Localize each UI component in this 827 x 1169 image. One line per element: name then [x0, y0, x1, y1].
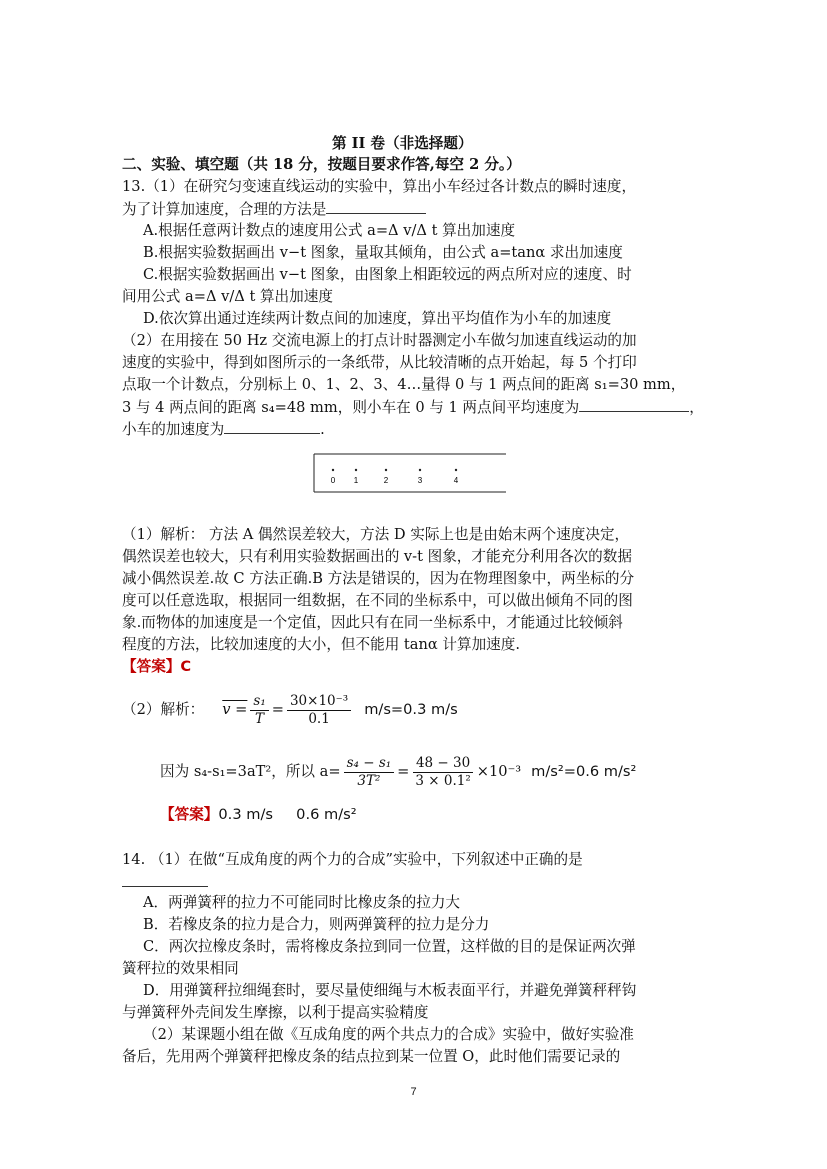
q13-part2-line4-text: 3 与 4 两点间的距离 s₄=48 mm，则小车在 0 与 1 两点间平均速度为 [122, 399, 580, 416]
q13-option-a: A.根据任意两计数点的速度用公式 a=Δ v/Δ t 算出加速度 [143, 222, 516, 239]
q13-line1: 13.（1）在研究匀变速直线运动的实验中，算出小车经过各计数点的瞬时速度， [122, 178, 637, 195]
tape-label-0: 0 [330, 476, 336, 485]
q14-blank-line [122, 872, 208, 893]
q13-option-c1: C.根据实验数据画出 v−t 图象，由图象上相距较远的两点所对应的速度、时 [143, 266, 632, 283]
tape-dot-0 [332, 469, 334, 471]
q13-line2-text: 为了计算加速度，合理的方法是 [122, 201, 327, 218]
q13-part2-line4 [122, 397, 704, 418]
q13-part2-line5 [122, 419, 325, 440]
fraction-denominator: 3 × 0.1² [415, 772, 471, 789]
q13-line2 [122, 199, 426, 220]
solution2-acceleration [160, 752, 636, 792]
tape-dot-3 [419, 469, 421, 471]
times-ten-power: ×10⁻³ [476, 763, 522, 780]
solution2-label: （2）解析： [122, 701, 205, 718]
q14-line1: 14. （1）在做“互成角度的两个力的合成”实验中，下列叙述中正确的是 [122, 851, 583, 868]
q13-option-d: D.依次算出通过连续两计数点间的加速度，算出平均值作为小车的加速度 [143, 310, 612, 327]
fraction-numerator: s₄ − s₁ [344, 755, 395, 773]
solution1-line6: 程度的方法，比较加速度的大小，但不能用 tanα 计算加速度. [122, 636, 520, 653]
answer-value: C [180, 658, 192, 675]
solution1-answer [122, 657, 191, 677]
fraction-48-minus-30 [412, 755, 473, 790]
section-heading: 二、实验、填空题（共 18 分，按题目要求作答,每空 2 分。） [122, 156, 521, 173]
paper-tape-svg [312, 452, 508, 494]
q14-part2-line2: 备后，先用两个弹簧秤把橡皮条的结点拉到某一位置 O，此时他们需要记录的 [122, 1048, 621, 1065]
answer-tag: 【答案】 [122, 658, 181, 675]
tape-label-2: 2 [383, 476, 389, 485]
fraction-s4-minus-s1-over-3t2 [344, 755, 395, 790]
fraction-denominator: T [255, 710, 265, 727]
equals-sign: = [271, 701, 284, 718]
tape-label-3: 3 [417, 476, 423, 485]
q13-part2-line1: （2）在用接在 50 Hz 交流电源上的打点计时器测定小车做匀加速直线运动的加 [122, 332, 637, 349]
acceleration-result: m/s²=0.6 m/s² [531, 763, 637, 780]
q14-option-c2: 簧秤拉的效果相同 [122, 960, 239, 977]
v-bar-symbol: v = [222, 701, 248, 718]
fraction-numerator: 48 − 30 [413, 755, 473, 773]
q13-part2-line2: 速度的实验中，得到如图所示的一条纸带，从比较清晰的点开始起，每 5 个打印 [122, 354, 637, 371]
tape-label-1: 1 [353, 476, 359, 485]
equals-sign: = [397, 763, 410, 780]
solution1-line1: （1）解析： 方法 A 偶然误差较大，方法 D 实际上也是由始末两个速度决定， [122, 526, 630, 543]
q13-part2-line4-end: ， [689, 399, 704, 416]
solution1-line3: 减小偶然误差.故 C 方法正确.B 方法是错误的，因为在物理图象中，两坐标的分 [122, 570, 635, 587]
q14-option-a: A．两弹簧秤的拉力不可能同时比橡皮条的拉力大 [143, 894, 461, 911]
because-text: 因为 s₄-s₁=3aT²，所以 a= [160, 763, 341, 780]
q14-option-d1: D．用弹簧秤拉细绳套时，要尽量使细绳与木板表面平行，并避免弹簧秤秤钩 [143, 982, 637, 999]
q13-option-b: B.根据实验数据画出 v−t 图象，量取其倾角，由公式 a=tanα 求出加速度 [143, 244, 623, 261]
fraction-denominator: 3T² [357, 772, 381, 789]
answer-blank[interactable] [122, 872, 208, 887]
fraction-numerator: 30×10⁻³ [287, 693, 351, 711]
q13-part2-line5-text: 小车的加速度为 [122, 421, 225, 438]
tape-dot-2 [385, 469, 387, 471]
q14-option-b: B．若橡皮条的拉力是合力，则两弹簧秤的拉力是分力 [143, 916, 490, 933]
q14-option-d2: 与弹簧秤外壳间发生摩擦，以利于提高实验精度 [122, 1004, 429, 1021]
solution1-line4: 度可以任意选取，根据同一组数据，在不同的坐标系中，可以做出倾角不同的图 [122, 592, 633, 609]
q13-part2-line3: 点取一个计数点，分别标上 0、1、2、3、4…量得 0 与 1 两点间的距离 s₁=30 mm， [122, 376, 686, 393]
fraction-numerator: s₁ [250, 693, 268, 711]
answer-blank[interactable] [326, 199, 426, 214]
answer-value: 0.3 m/s 0.6 m/s² [218, 806, 357, 823]
fraction-denominator: 0.1 [308, 710, 330, 727]
q14-option-c1: C．两次拉橡皮条时，需将橡皮条拉到同一位置，这样做的目的是保证两次弹 [143, 938, 636, 955]
velocity-result: m/s=0.3 m/s [364, 701, 458, 718]
solution1-line5: 象.而物体的加速度是一个定值，因此只有在同一坐标系中，才能通过比较倾斜 [122, 614, 623, 631]
q13-part2-line5-end: . [320, 421, 325, 438]
solution2-answer [160, 805, 357, 825]
q14-part2-line1: （2）某课题小组在做《互成角度的两个共点力的合成》实验中，做好实验准 [143, 1026, 634, 1043]
q13-option-c2: 间用公式 a=Δ v/Δ t 算出加速度 [122, 288, 333, 305]
tape-dot-4 [455, 469, 457, 471]
answer-blank-acceleration[interactable] [224, 419, 320, 434]
solution2-velocity [122, 690, 458, 730]
section-title: 第 II 卷（非选择题） [332, 135, 473, 152]
page-number: 7 [410, 1086, 417, 1098]
paper-tape-figure [312, 452, 508, 494]
tape-label-4: 4 [453, 476, 459, 485]
answer-blank-velocity[interactable] [579, 397, 689, 412]
fraction-s1-over-t [250, 693, 268, 728]
fraction-30e-3-over-0.1 [287, 693, 351, 728]
solution1-line2: 偶然误差也较大，只有利用实验数据画出的 v-t 图象，才能充分利用各次的数据 [122, 548, 632, 565]
answer-tag: 【答案】 [160, 806, 219, 823]
tape-dot-1 [355, 469, 357, 471]
